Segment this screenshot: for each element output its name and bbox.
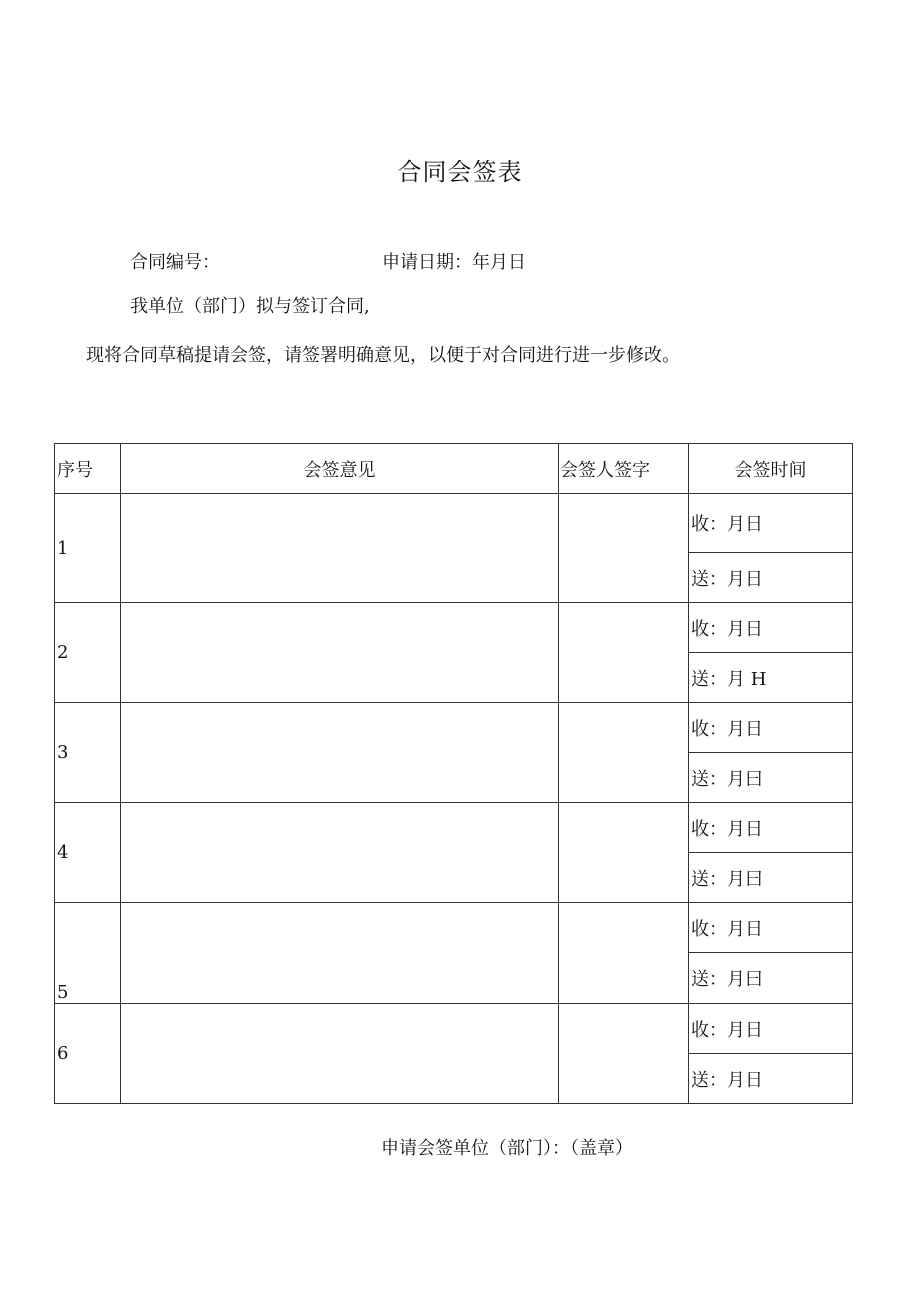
sent-time: 送：月日 (689, 1054, 853, 1104)
received-time: 收：月日 (689, 803, 853, 853)
contract-number-label: 合同编号： (130, 252, 220, 273)
table-row (55, 703, 853, 753)
sent-time: 送：月日 (689, 553, 853, 603)
intro-line-2: 现将合同草稿提请会签，请签署明确意见，以便于对合同进行进一步修改。 (86, 345, 680, 366)
received-time: 收：月日 (689, 603, 853, 653)
form-title: 合同会签表 (397, 158, 523, 186)
intro-line-1: 我单位（部门）拟与签订合同, (130, 296, 370, 317)
applicant-unit-stamp: 申请会签单位（部门）：（盖章） (381, 1138, 633, 1159)
signature-cell[interactable] (559, 803, 689, 903)
table-row (55, 803, 853, 853)
received-time: 收：月日 (689, 903, 853, 953)
signature-cell[interactable] (559, 703, 689, 803)
table-row (55, 1004, 853, 1054)
countersign-table (54, 443, 853, 1104)
received-time: 收：月日 (689, 494, 853, 553)
opinion-cell[interactable] (121, 1004, 559, 1104)
received-time: 收：月日 (689, 1004, 853, 1054)
sent-time: 送：月曰 (689, 853, 853, 903)
signature-cell[interactable] (559, 494, 689, 603)
opinion-cell[interactable] (121, 903, 559, 1004)
received-time: 收：月日 (689, 703, 853, 753)
header-time: 会签时间 (689, 444, 853, 494)
table-header-row (55, 444, 853, 494)
header-opinion: 会签意见 (121, 444, 559, 494)
header-seq: 序号 (55, 444, 121, 494)
opinion-cell[interactable] (121, 703, 559, 803)
opinion-cell[interactable] (121, 603, 559, 703)
row-seq: 1 (55, 494, 121, 603)
row-seq: 5 (55, 903, 121, 1004)
sent-time: 送：月 H (689, 653, 853, 703)
header-signature: 会签人签字 (559, 444, 689, 494)
row-seq: 2 (55, 603, 121, 703)
table-row (55, 903, 853, 953)
opinion-cell[interactable] (121, 803, 559, 903)
row-seq: 6 (55, 1004, 121, 1104)
table-row (55, 494, 853, 553)
signature-cell[interactable] (559, 903, 689, 1004)
signature-cell[interactable] (559, 603, 689, 703)
signature-cell[interactable] (559, 1004, 689, 1104)
sent-time: 送：月曰 (689, 953, 853, 1004)
row-seq: 3 (55, 703, 121, 803)
table-row (55, 603, 853, 653)
sent-time: 送：月曰 (689, 753, 853, 803)
application-date: 申请日期：年月日 (382, 252, 526, 273)
row-seq: 4 (55, 803, 121, 903)
opinion-cell[interactable] (121, 494, 559, 603)
